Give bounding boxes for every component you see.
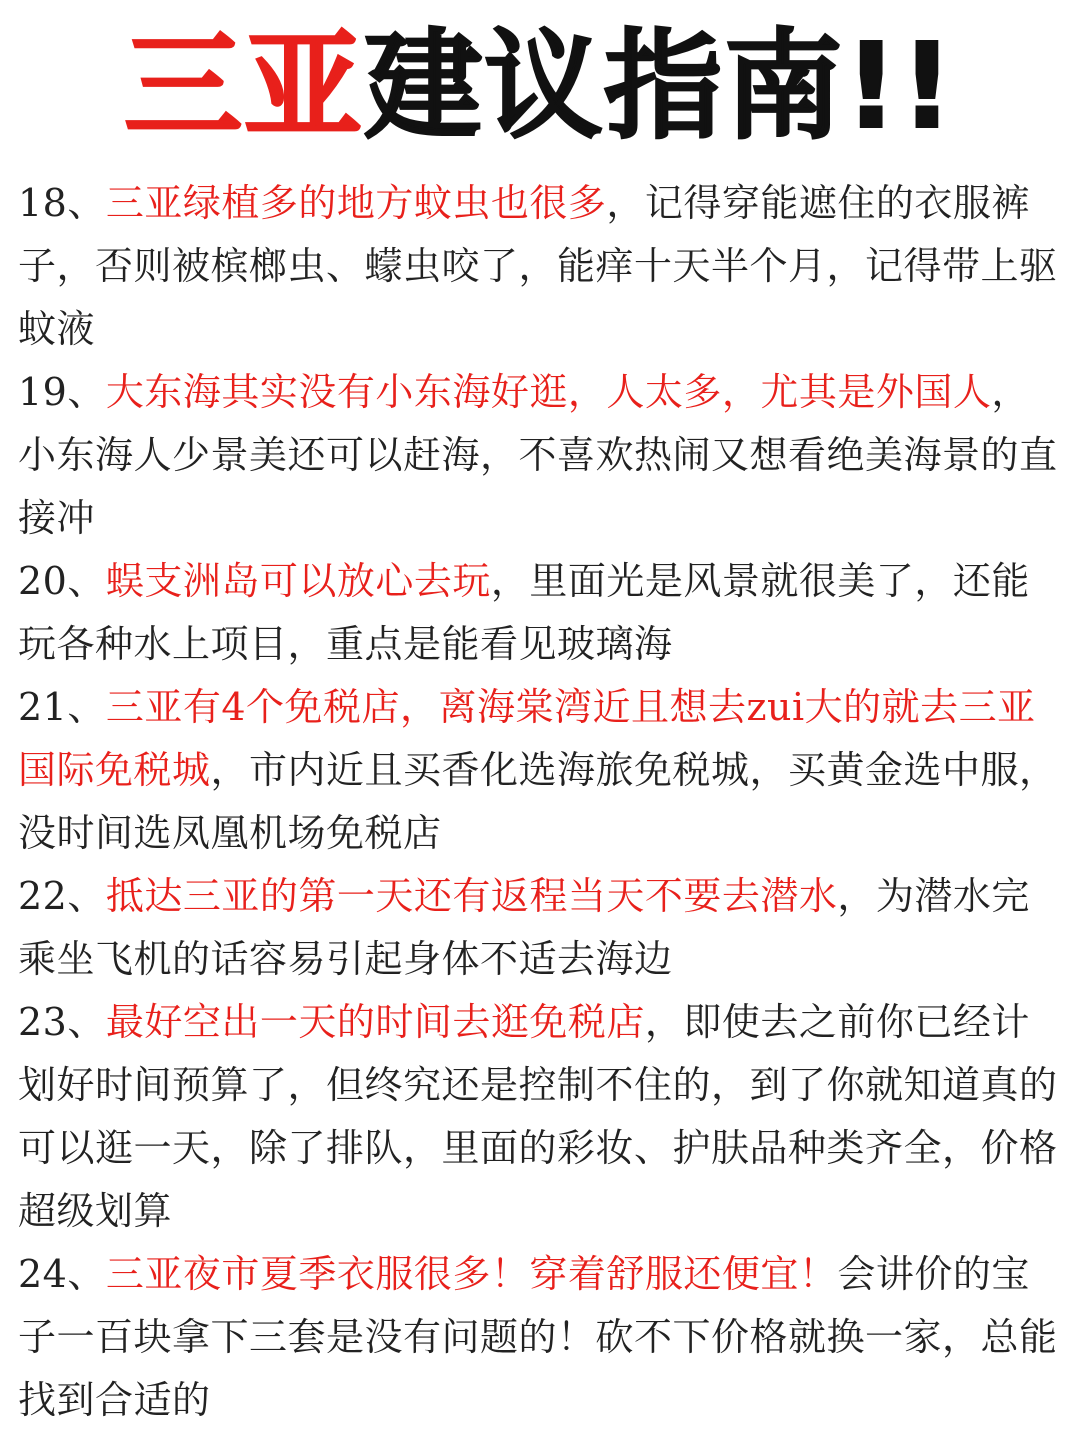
tip-number: 20、 (18, 559, 106, 603)
tip-highlight: 三亚绿植多的地方蚊虫也很多 (105, 181, 607, 225)
tip-24 (18, 1243, 1062, 1432)
tip-20 (18, 550, 1062, 676)
tip-22 (18, 865, 1062, 991)
tip-highlight: 三亚有4个免税店，离海棠湾近且想去zui大的就去三亚国际免税城 (18, 685, 1036, 792)
tip-number: 22、 (18, 874, 106, 918)
page-title (18, 0, 1062, 155)
tip-number: 19、 (18, 370, 106, 414)
tip-number: 24、 (18, 1252, 106, 1296)
tip-highlight: 蜈支洲岛可以放心去玩 (105, 559, 491, 603)
title-red-part: 三亚 (124, 17, 365, 155)
tip-highlight: 三亚夜市夏季衣服很多！穿着舒服还便宜！ (105, 1252, 838, 1296)
tip-text: ，记得穿能遮住的衣服裤子，否则被槟榔虫、蠓虫咬了，能痒十天半个月，记得带上驱蚊液 (18, 181, 1058, 351)
tip-highlight: 大东海其实没有小东海好逛，人太多，尤其是外国人 (105, 370, 992, 414)
title-black-part: 建议指南!! (364, 17, 956, 155)
tip-19 (18, 361, 1062, 550)
tip-highlight: 抵达三亚的第一天还有返程当天不要去潜水 (105, 874, 838, 918)
tip-highlight: 最好空出一天的时间去逛免税店 (105, 1000, 645, 1044)
tip-number: 23、 (18, 1000, 106, 1044)
tip-text: ，即使去之前你已经计划好时间预算了，但终究还是控制不住的，到了你就知道真的可以逛一天，除了排队，里面的彩妆、护肤品种类齐全，价格超级划算 (18, 1000, 1058, 1233)
tip-23 (18, 991, 1062, 1243)
tip-number: 21、 (18, 685, 106, 729)
tip-number: 18、 (18, 181, 106, 225)
tip-text: ，小东海人少景美还可以赶海，不喜欢热闹又想看绝美海景的直接冲 (18, 370, 1058, 540)
tip-text: ，市内近且买香化选海旅免税城，买黄金选中服，没时间选凤凰机场免税店 (18, 748, 1058, 855)
tip-text: ，里面光是风景就很美了，还能玩各种水上项目，重点是能看见玻璃海 (18, 559, 1030, 666)
tip-text: 会讲价的宝子一百块拿下三套是没有问题的！砍不下价格就换一家，总能找到合适的 (18, 1252, 1058, 1422)
tip-18 (18, 172, 1062, 361)
tips-list (18, 172, 1062, 1432)
tip-21 (18, 676, 1062, 865)
tip-text: ，为潜水完乘坐飞机的话容易引起身体不适去海边 (18, 874, 1030, 981)
